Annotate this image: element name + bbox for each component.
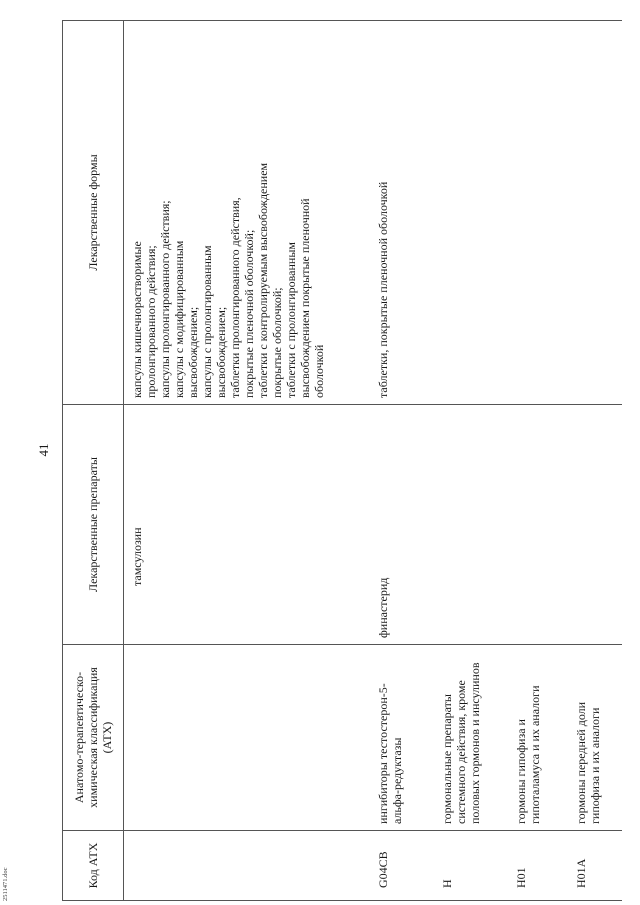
dosage-form-line: капсулы с пролонгированным (200, 245, 214, 398)
document-filename: 2511471.doc (2, 867, 9, 901)
dosage-form-line: капсулы кишечнорастворимые (130, 241, 144, 398)
dosage-form-line: высвобождением; (186, 306, 200, 398)
dosage-forms-cell (124, 21, 363, 405)
drug-name-cell (426, 405, 502, 645)
classification-cell: гормоны передней доли гипофиза и их аналоги (562, 645, 622, 831)
header-drugs: Лекарственные препараты (63, 405, 124, 645)
table-header-row (63, 21, 124, 901)
atx-code-cell: H (426, 831, 502, 901)
table-row (426, 21, 502, 901)
header-forms: Лекарственные формы (63, 21, 124, 405)
classification-cell: гормоны гипофиза и гипоталамуса и их аналоги (502, 645, 562, 831)
table-row (502, 21, 562, 901)
dosage-form-line: таблетки пролонгированного действия, (228, 197, 242, 398)
atx-drug-table (62, 20, 622, 901)
dosage-form-line: капсулы пролонгированного действия; (158, 200, 172, 398)
dosage-form-line: таблетки, покрытые пленочной оболочкой (376, 181, 390, 398)
dosage-form-line: оболочкой (312, 344, 326, 398)
atx-code-cell: G04CB (362, 831, 426, 901)
header-classification: Анатомо-терапевтическо-химическая классификация (АТХ) (63, 645, 124, 831)
dosage-form-line: таблетки с пролонгированным (284, 241, 298, 398)
dosage-form-line: капсулы с модифицированным (172, 240, 186, 398)
drug-name-cell (502, 405, 562, 645)
table-row (124, 21, 363, 901)
dosage-form-line: таблетки с контролируемым высвобождением (256, 162, 270, 398)
classification-cell: гормональные препараты системного действия, кроме половых гормонов и инсулинов (426, 645, 502, 831)
classification-cell (124, 645, 363, 831)
page-number: 41 (36, 443, 51, 457)
dosage-forms-cell (426, 21, 502, 405)
dosage-forms-cell (562, 21, 622, 405)
classification-cell: ингибиторы тестостерон-5-альфа-редуктазы (362, 645, 426, 831)
dosage-form-line: покрытые оболочкой; (270, 287, 284, 398)
atx-code-cell: H01A (562, 831, 622, 901)
dosage-forms-cell (502, 21, 562, 405)
drug-name-cell: тамсулозин (124, 405, 363, 645)
table-row (362, 21, 426, 901)
drug-name-cell (562, 405, 622, 645)
drug-name-cell: финастерид (362, 405, 426, 645)
table-row (562, 21, 622, 901)
atx-code-cell (124, 831, 363, 901)
dosage-form-line: высвобождением покрытые пленочной (298, 198, 312, 398)
dosage-form-line: высвобождением; (214, 306, 228, 398)
atx-code-cell: H01 (502, 831, 562, 901)
header-code: Код АТХ (63, 831, 124, 901)
dosage-form-line: пролонгированного действия; (144, 245, 158, 398)
dosage-form-line: покрытые пленочной оболочкой; (242, 229, 256, 398)
dosage-forms-cell (362, 21, 426, 405)
